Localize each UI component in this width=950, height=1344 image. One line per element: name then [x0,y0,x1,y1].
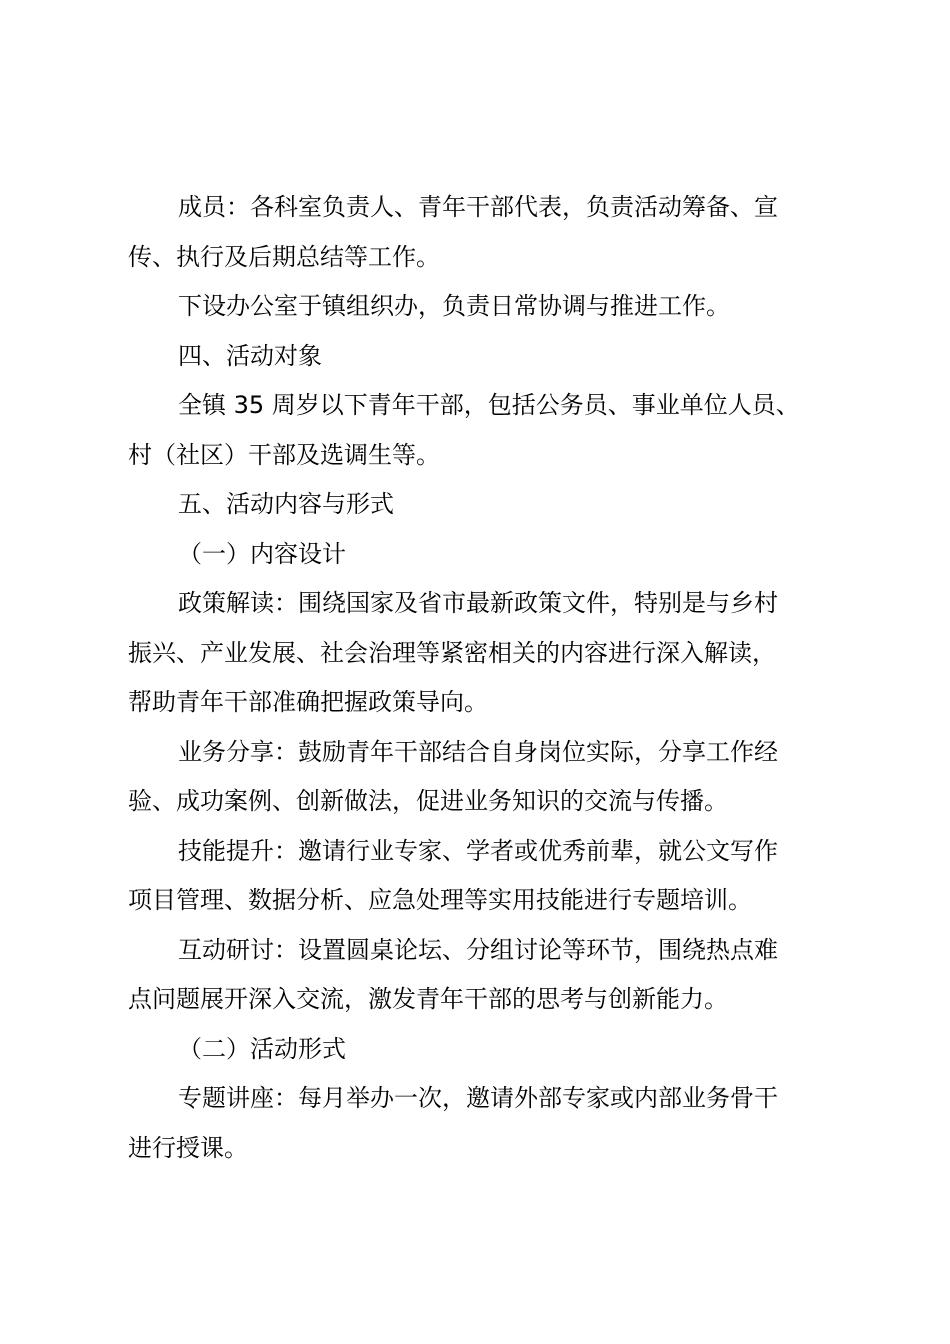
paragraph-targets [128,381,848,480]
text-line: 传、执行及后期总结等工作。 [128,242,440,271]
text-line: 全镇 35 周岁以下青年干部，包括公务员、事业单位人员、 [178,391,800,419]
subheading-activity-form [128,1025,848,1075]
paragraph-business [128,728,848,827]
paragraph-lectures [128,1074,848,1173]
text-line: 互动研讨：设置圆桌论坛、分组讨论等环节，围绕热点难 [178,935,778,964]
text-line: 验、成功案例、创新做法，促进业务知识的交流与传播。 [128,787,728,815]
text-line: 专题讲座：每月举办一次，邀请外部专家或内部业务骨干 [178,1084,778,1112]
section-heading-content-form [128,480,848,530]
paragraph-members [128,183,848,282]
subheading-content-design [128,530,848,580]
text-line: 下设办公室于镇组织办，负责日常协调与推进工作。 [178,292,730,320]
text-line: 村（社区）干部及选调生等。 [128,440,440,469]
paragraph-skills [128,827,848,926]
text-line: 项目管理、数据分析、应急处理等实用技能进行专题培训。 [128,886,752,914]
text-line: 帮助青年干部准确把握政策导向。 [128,688,488,716]
text-line: 点问题展开深入交流，激发青年干部的思考与创新能力。 [128,985,728,1013]
section-heading-targets [128,332,848,382]
heading-text: 四、活动对象 [178,341,322,370]
heading-text: （二）活动形式 [178,1034,346,1063]
text-line: 成员：各科室负责人、青年干部代表，负责活动筹备、宣 [178,193,778,221]
document-body [128,183,848,1173]
heading-text: （一）内容设计 [178,539,346,568]
text-line: 振兴、产业发展、社会治理等紧密相关的内容进行深入解读， [128,638,776,667]
paragraph-policy [128,579,848,728]
text-line: 进行授课。 [128,1133,248,1162]
text-line: 政策解读：围绕国家及省市最新政策文件，特别是与乡村 [178,589,778,617]
text-line: 业务分享：鼓励青年干部结合自身岗位实际，分享工作经 [178,737,778,766]
paragraph-office [128,282,848,332]
text-line: 技能提升：邀请行业专家、学者或优秀前辈，就公文写作 [178,836,778,865]
heading-text: 五、活动内容与形式 [178,490,394,518]
paragraph-discussion [128,926,848,1025]
